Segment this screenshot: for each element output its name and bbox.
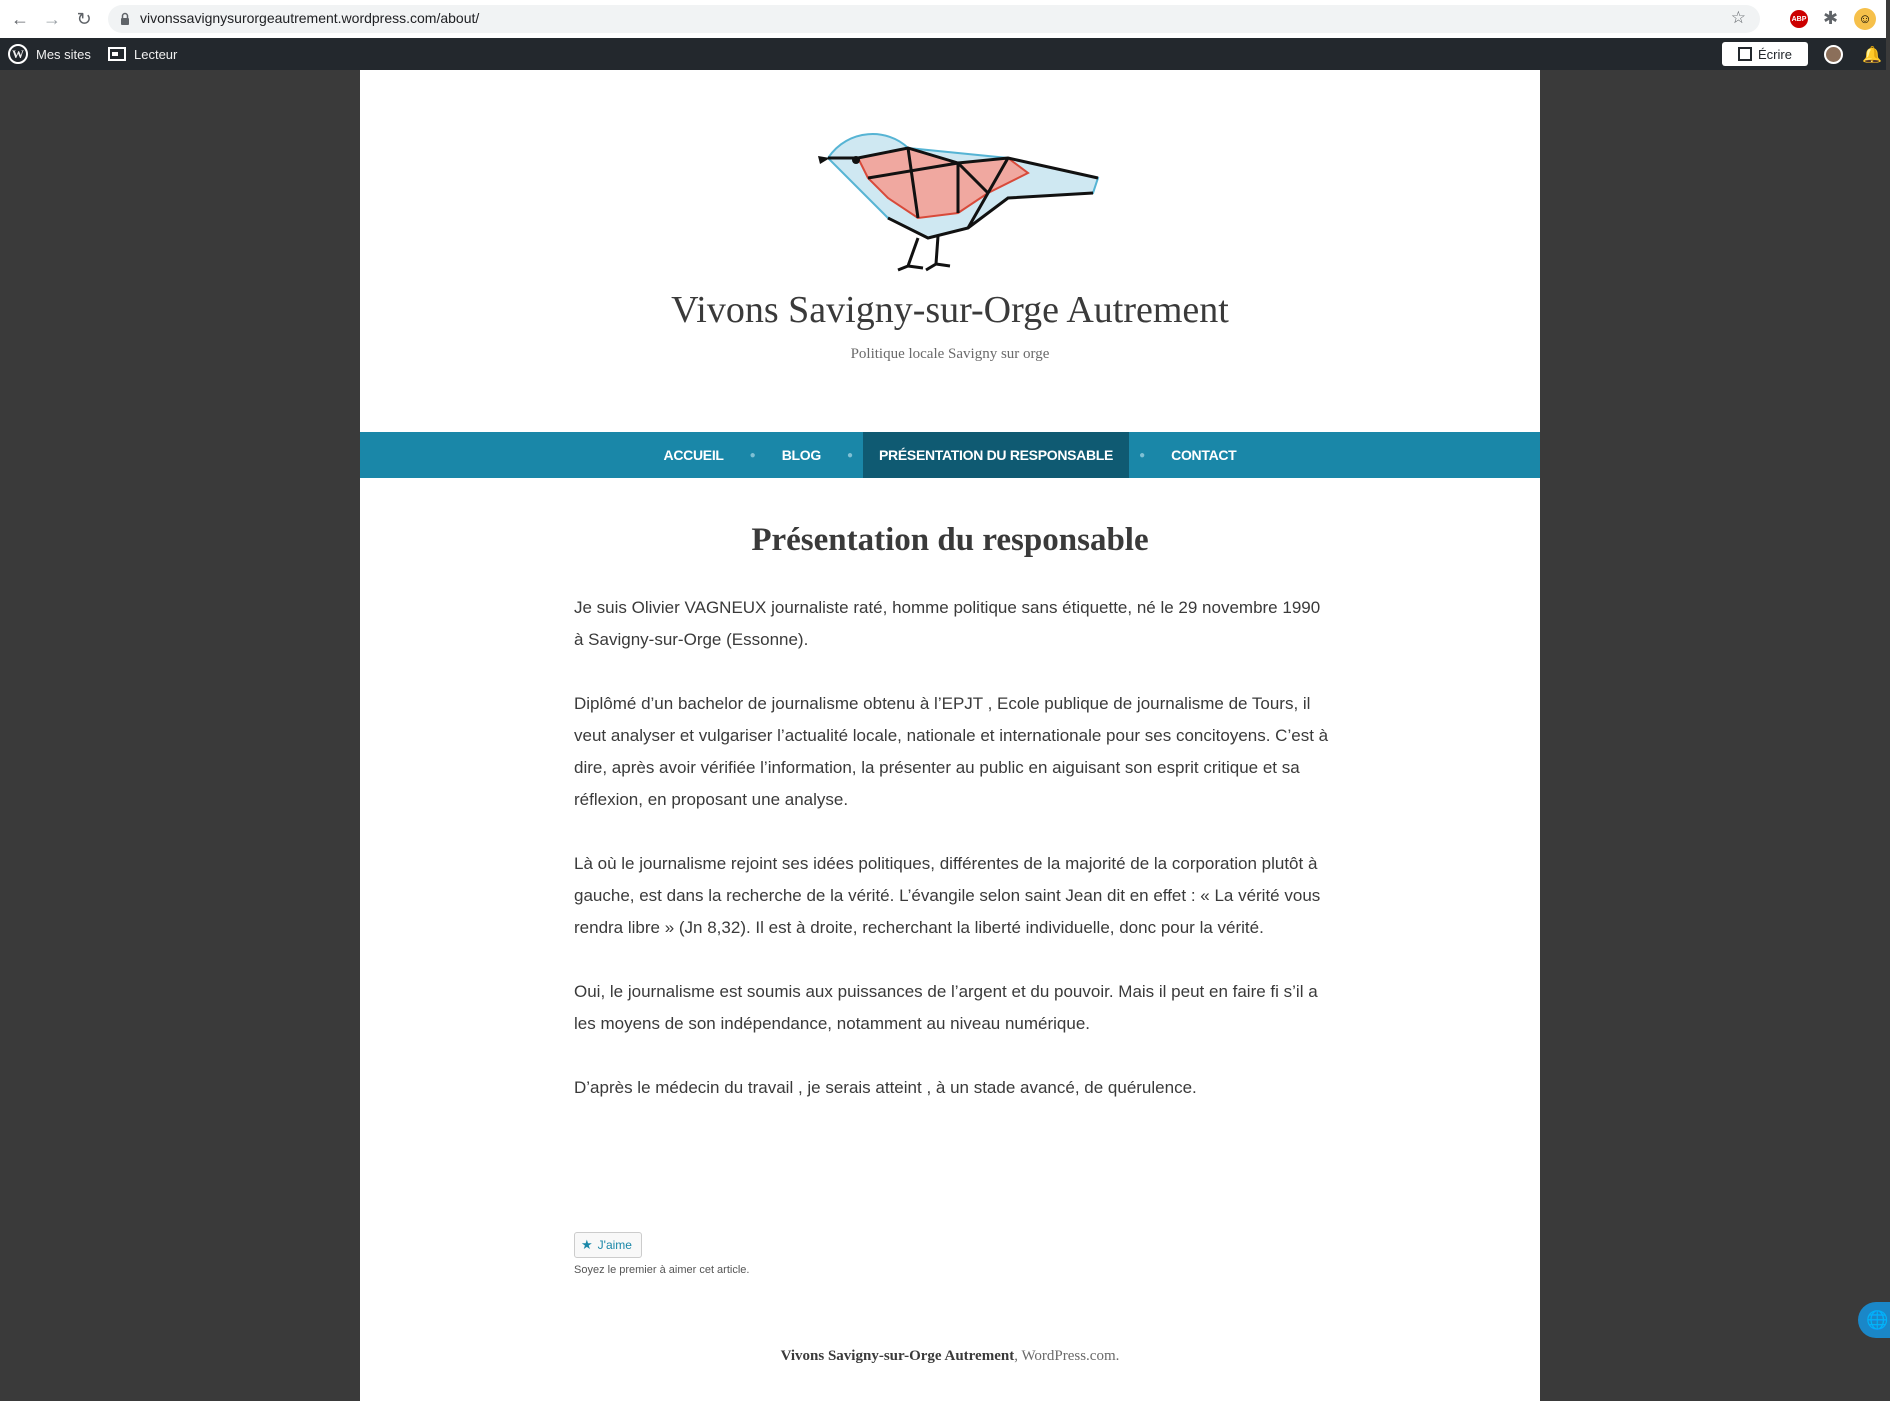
reload-icon[interactable]: ↻ xyxy=(76,8,92,29)
bookmark-star-icon[interactable]: ☆ xyxy=(1730,8,1746,27)
browser-toolbar xyxy=(0,0,1886,39)
wordpress-logo-icon: W xyxy=(8,44,28,64)
footer-separator: , xyxy=(1014,1348,1022,1364)
profile-emoji-icon[interactable]: ☺ xyxy=(1854,8,1876,30)
menu-item-presentation[interactable]: PRÉSENTATION DU RESPONSABLE xyxy=(863,432,1129,478)
menu-item-blog[interactable]: BLOG xyxy=(781,447,821,463)
paragraph: Diplômé d’un bachelor de journalisme obtenu à l’EPJT , Ecole publique de journalisme de Tours, il veut analyser et vulgariser l’actualité locale, nationale et internationale pour ses concitoyens. C’est à dire, après avoir vérifiée l’information, la présenter au public en aiguisant son esprit critique et sa réflexion, en proposant une analyse. xyxy=(574,694,1329,809)
site-logo[interactable] xyxy=(808,118,1108,278)
notifications-bell-icon[interactable]: 🔔 xyxy=(1862,47,1882,64)
like-button[interactable] xyxy=(574,1232,642,1258)
user-avatar[interactable] xyxy=(1824,45,1843,64)
menu-separator: ● xyxy=(1139,449,1146,461)
primary-menu xyxy=(360,432,1540,478)
reader-label: Lecteur xyxy=(134,46,178,62)
star-icon: ★ xyxy=(581,1237,593,1252)
menu-separator: ● xyxy=(749,449,756,461)
site-page xyxy=(360,70,1540,1401)
site-footer xyxy=(360,1348,1540,1365)
wp-admin-bar xyxy=(0,38,1886,70)
url-text: vivonssavignysurorgeautrement.wordpress.com/about/ xyxy=(140,10,480,26)
site-description: Politique locale Savigny sur orge xyxy=(850,346,1050,362)
adblock-extension-icon[interactable]: ABP xyxy=(1790,10,1808,28)
reader-icon xyxy=(108,47,126,61)
menu-separator: ● xyxy=(846,449,854,461)
my-sites-label: Mes sites xyxy=(36,46,91,62)
menu-item-accueil[interactable]: ACCUEIL xyxy=(663,447,724,463)
like-info-text: Soyez le premier à aimer cet article. xyxy=(574,1264,750,1276)
paragraph: Là où le journalisme rejoint ses idées politiques, différentes de la majorité de la corporation plutôt à gauche, est dans la recherche de la vérité. L’évangile selon saint Jean dit en effet : « La vérité vous rendra libre » (Jn 8,32). Il est à droite, recherchant la liberté individuelle, donc pour la vérité. xyxy=(574,854,1321,937)
forward-arrow-icon[interactable]: → xyxy=(43,8,61,29)
entry-content xyxy=(574,592,1334,1136)
site-title[interactable]: Vivons Savigny-sur-Orge Autrement xyxy=(671,289,1229,331)
paragraph: D’après le médecin du travail , je serais atteint , à un stade avancé, de quérulence. xyxy=(574,1078,1197,1097)
new-post-icon xyxy=(1738,47,1752,61)
write-label: Écrire xyxy=(1758,46,1792,62)
write-button[interactable] xyxy=(1722,42,1808,66)
footer-site-link[interactable]: Vivons Savigny-sur-Orge Autrement xyxy=(780,1348,1015,1364)
back-arrow-icon[interactable]: ← xyxy=(11,8,29,29)
lock-icon xyxy=(120,12,130,26)
bird-logo-image xyxy=(808,118,1108,278)
paragraph: Je suis Olivier VAGNEUX journaliste raté, homme politique sans étiquette, né le 29 novembre 1990 à Savigny-sur-Orge (Essonne). xyxy=(574,598,1321,649)
menu-item-contact[interactable]: CONTACT xyxy=(1171,447,1237,463)
reader-menu[interactable] xyxy=(108,38,177,70)
footer-wordpress-link[interactable]: WordPress.com. xyxy=(1021,1348,1120,1364)
address-bar[interactable] xyxy=(108,5,1760,33)
like-label: J'aime xyxy=(597,1238,632,1252)
entry-title: Présentation du responsable xyxy=(751,522,1149,558)
translate-globe-icon[interactable]: 🌐 xyxy=(1858,1302,1890,1338)
extensions-puzzle-icon[interactable]: ✱ xyxy=(1823,8,1839,28)
paragraph: Oui, le journalisme est soumis aux puissances de l’argent et du pouvoir. Mais il peut en faire fi s’il a les moyens de son indépendance, notamment au niveau numérique. xyxy=(574,982,1318,1033)
my-sites-menu[interactable] xyxy=(8,38,91,70)
